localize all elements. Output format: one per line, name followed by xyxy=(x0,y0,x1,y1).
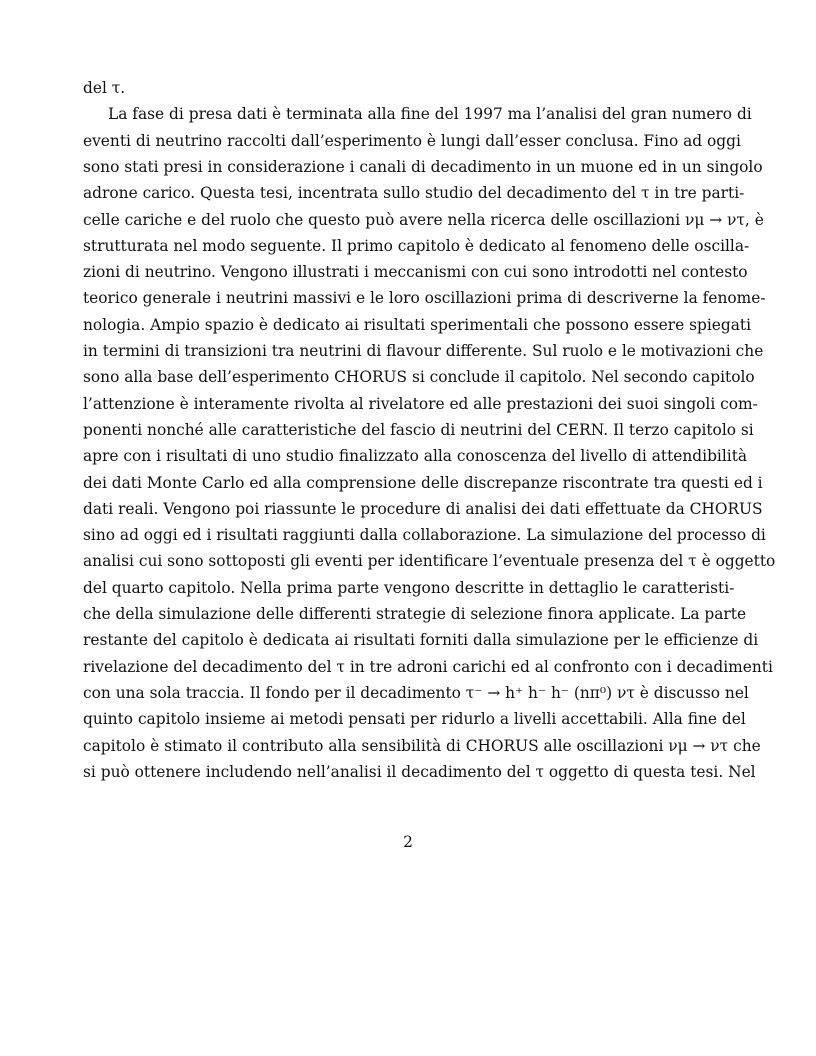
text-line: si può ottenere includendo nell’analisi il decadimento del τ oggetto di questa tesi. Nel xyxy=(83,762,756,781)
text-line: eventi di neutrino raccolti dall’esperimento è lungi dall’esser conclusa. Fino ad oggi xyxy=(83,131,741,150)
text-line: celle cariche e del ruolo che questo può avere nella ricerca delle oscillazioni νμ → ντ, è xyxy=(83,210,764,229)
text-line: del τ. xyxy=(83,79,126,97)
text-line: con una sola traccia. Il fondo per il decadimento τ⁻ → h⁺ h⁻ h⁻ (nπ⁰) ντ è discusso nel xyxy=(83,683,749,702)
text-line: zioni di neutrino. Vengono illustrati i meccanismi con cui sono introdotti nel contesto xyxy=(83,263,748,282)
text-line: ponenti nonché alle caratteristiche del fascio di neutrini del CERN. Il terzo capitolo si xyxy=(83,420,754,439)
text-line: quinto capitolo insieme ai metodi pensati per ridurlo a livelli accettabili. Alla fine del xyxy=(83,710,746,729)
text-line: teorico generale i neutrini massivi e le loro oscillazioni prima di descriverne la fenome- xyxy=(83,289,766,308)
text-line: sono alla base dell’esperimento CHORUS si conclude il capitolo. Nel secondo capitolo xyxy=(83,368,755,387)
text-line: dati reali. Vengono poi riassunte le procedure di analisi dei dati effettuate da CHORUS xyxy=(83,499,763,518)
text-line: rivelazione del decadimento del τ in tre adroni carichi ed al confronto con i decadimenti xyxy=(83,657,773,676)
text-line: che della simulazione delle differenti strategie di selezione finora applicate. La parte xyxy=(83,605,747,623)
text-line: adrone carico. Questa tesi, incentrata sullo studio del decadimento del τ in tre parti- xyxy=(83,184,745,203)
text-line: La fase di presa dati è terminata alla fine del 1997 ma l’analisi del gran numero di xyxy=(108,105,752,124)
text-line: dei dati Monte Carlo ed alla comprensione delle discrepanze riscontrate tra questi ed i xyxy=(83,473,763,492)
text-line: strutturata nel modo seguente. Il primo capitolo è dedicato al fenomeno delle oscilla- xyxy=(83,236,750,255)
text-line: apre con i risultati di uno studio finalizzato alla conoscenza del livello di attendibilità xyxy=(83,447,748,466)
text-line: del quarto capitolo. Nella prima parte vengono descritte in dettaglio le caratteristi- xyxy=(83,578,735,597)
text-line: capitolo è stimato il contributo alla sensibilità di CHORUS alle oscillazioni νμ → ντ che xyxy=(83,736,761,755)
page-number: 2 xyxy=(403,833,413,851)
text-line: in termini di transizioni tra neutrini di flavour differente. Sul ruolo e le motivazioni che xyxy=(83,342,764,360)
text-line: restante del capitolo è dedicata ai risultati forniti dalla simulazione per le efficienze di xyxy=(83,631,759,650)
text-line: analisi cui sono sottoposti gli eventi per identificare l’eventuale presenza del τ è oggetto xyxy=(83,552,776,571)
text-line: nologia. Ampio spazio è dedicato ai risultati sperimentali che possono essere spiegati xyxy=(83,315,752,334)
text-line: sono stati presi in considerazione i canali di decadimento in un muone ed in un singolo xyxy=(83,157,763,176)
text-line: sino ad oggi ed i risultati raggiunti dalla collaborazione. La simulazione del processo di xyxy=(83,526,766,545)
text-line: l’attenzione è interamente rivolta al rivelatore ed alle prestazioni dei suoi singoli com- xyxy=(83,394,758,413)
